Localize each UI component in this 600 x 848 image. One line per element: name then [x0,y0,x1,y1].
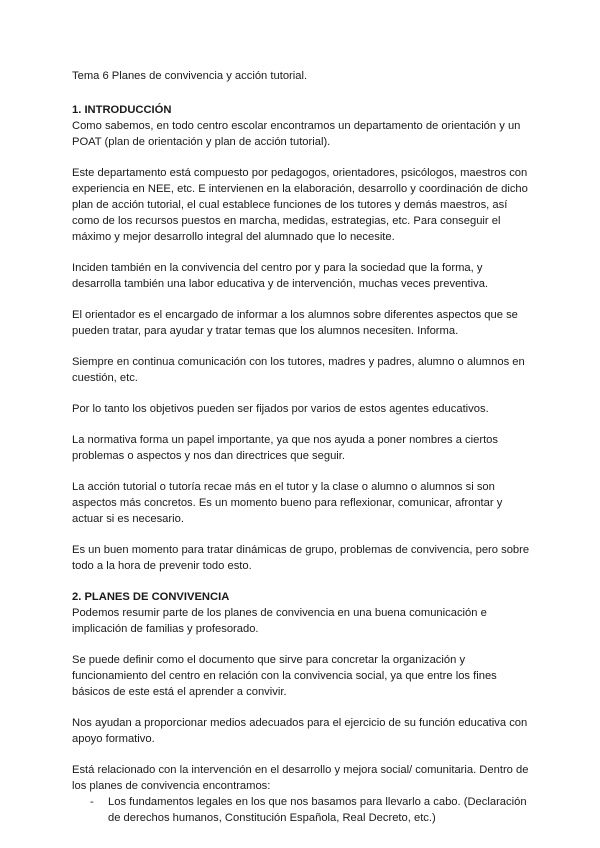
paragraph: Nos ayudan a proporcionar medios adecuados para el ejercicio de su función educativa con apoyo formativo. [72,717,528,745]
paragraph: Inciden también en la convivencia del centro por y para la sociedad que la forma, y desarrolla también una labor educativa y de intervención, muchas veces preventiva. [72,262,489,290]
list-item [72,794,532,826]
section-heading: 1. INTRODUCCIÓN [72,104,172,116]
list-item-text: Los fundamentos legales en los que nos basamos para llevarlo a cabo. (Declaración de derechos humanos, Constitución Española, Real Decreto, etc.) [108,796,527,824]
paragraph: Está relacionado con la intervención en el desarrollo y mejora social/ comunitaria. Dentro de los planes de convivencia encontramos: [72,764,529,792]
paragraph: Como sabemos, en todo centro escolar encontramos un departamento de orientación y un POAT (plan de orientación y plan de acción tutorial). [72,120,521,148]
section-introduccion [72,102,532,574]
section-planes-de-convivencia [72,589,532,826]
paragraph: El orientador es el encargado de informar a los alumnos sobre diferentes aspectos que se pueden tratar, para ayudar y tratar temas que los alumnos necesiten. Informa. [72,309,518,337]
paragraph: Siempre en continua comunicación con los tutores, madres y padres, alumno o alumnos en cuestión, etc. [72,356,525,384]
paragraph: Se puede definir como el documento que sirve para concretar la organización y funcionamiento del centro en relación con la convivencia social, ya que entre los fines básicos de este está el aprender a convivir. [72,654,497,698]
dash-bullet: - [90,796,94,808]
paragraph: Es un buen momento para tratar dinámicas de grupo, problemas de convivencia, pero sobre todo a la hora de prevenir todo esto. [72,544,530,572]
paragraph: La acción tutorial o tutoría recae más en el tutor y la clase o alumno o alumnos si son aspectos más concretos. Es un momento bueno para reflexionar, comunicar, afrontar y actuar si es necesario. [72,481,503,525]
paragraph: Por lo tanto los objetivos pueden ser fijados por varios de estos agentes educativos. [72,403,489,415]
document-page [72,68,532,826]
document-title: Tema 6 Planes de convivencia y acción tutorial. [72,70,308,82]
paragraph: Este departamento está compuesto por pedagogos, orientadores, psicólogos, maestros con experiencia en NEE, etc. E intervienen en la elaboración, desarrollo y coordinación de dicho plan de acción tutorial, el cual establece funciones de los tutores y demás maestros, así como de los recursos puestos en marcha, medidas, estrategias, etc. Para conseguir el máximo y mejor desarrollo integral del alumnado que lo necesite. [72,167,528,243]
section-heading: 2. PLANES DE CONVIVENCIA [72,591,230,603]
bullet-list [72,794,532,826]
paragraph: Podemos resumir parte de los planes de convivencia en una buena comunicación e implicación de familias y profesorado. [72,607,487,635]
paragraph: La normativa forma un papel importante, ya que nos ayuda a poner nombres a ciertos problemas o aspectos y nos dan directrices que seguir. [72,434,498,462]
